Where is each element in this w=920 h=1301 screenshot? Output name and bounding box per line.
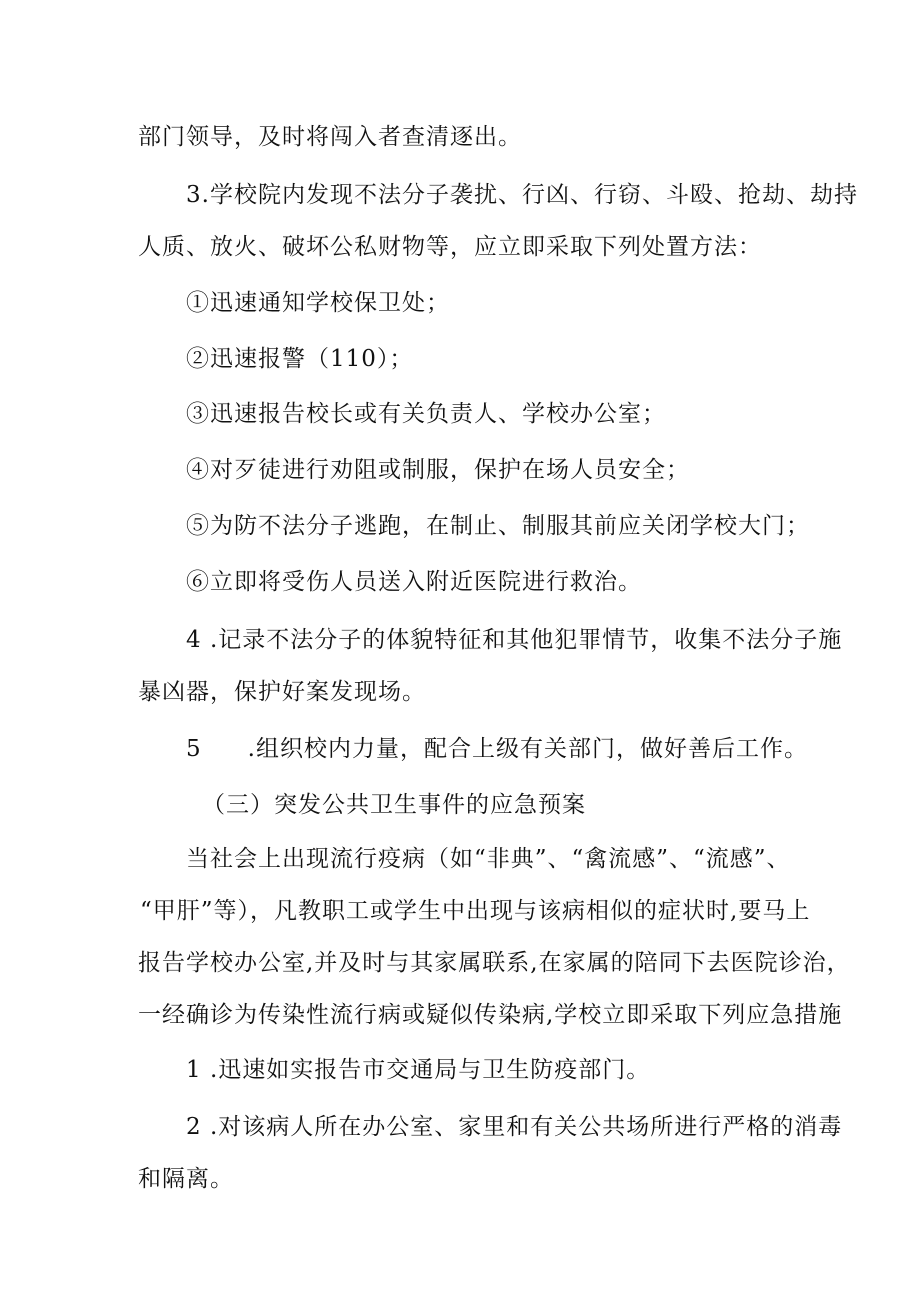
text-line: 4 .记录不法分子的体貌特征和其他犯罪情节，收集不法分子施 — [186, 627, 843, 653]
text-line: ⑥立即将受伤人员送入附近医院进行救治。 — [186, 569, 642, 595]
text-line: 报告学校办公室,并及时与其家属联系,在家属的陪同下去医院诊治， — [138, 950, 851, 976]
text-line: 部门领导，及时将闯入者查清逐出。 — [138, 124, 522, 150]
item-text: .组织校内力量，配合上级有关部门，做好善后工作。 — [247, 736, 808, 762]
text-line: ⑤为防不法分子逃跑，在制止、制服其前应关闭学校大门； — [186, 513, 810, 539]
text-line: 一经确诊为传染性流行病或疑似传染病,学校立即采取下列应急措施 — [138, 1002, 843, 1028]
text-line: 3.学校院内发现不法分子袭扰、行凶、行窃、斗殴、抢劫、劫持 — [186, 182, 858, 208]
text-line: ①迅速通知学校保卫处； — [186, 290, 450, 316]
text-line: 2 .对该病人所在办公室、家里和有关公共场所进行严格的消毒 — [186, 1114, 843, 1140]
text-line: “甲肝”等），凡教职工或学生中出现与该病相似的症状时,要马上 — [140, 898, 811, 924]
text-line: 当社会上出现流行疫病（如“非典”、“禽流感”、“流感”、 — [186, 846, 791, 872]
text-line: 1 .迅速如实报告市交通局与卫生防疫部门。 — [186, 1057, 651, 1083]
text-line: ③迅速报告校长或有关负责人、学校办公室； — [186, 401, 666, 427]
text-line: ②迅速报警（110）； — [186, 346, 414, 372]
text-line: 人质、放火、破坏公私财物等，应立即采取下列处置方法： — [138, 234, 762, 260]
text-line: ④对歹徒进行劝阻或制服，保护在场人员安全； — [186, 457, 690, 483]
text-line: 和隔离。 — [138, 1166, 234, 1192]
text-line: 暴凶器，保护好案发现场。 — [138, 679, 426, 705]
text-line — [186, 734, 808, 764]
section-heading: （三）突发公共卫生事件的应急预案 — [202, 792, 586, 818]
item-number: 5 — [186, 736, 202, 762]
